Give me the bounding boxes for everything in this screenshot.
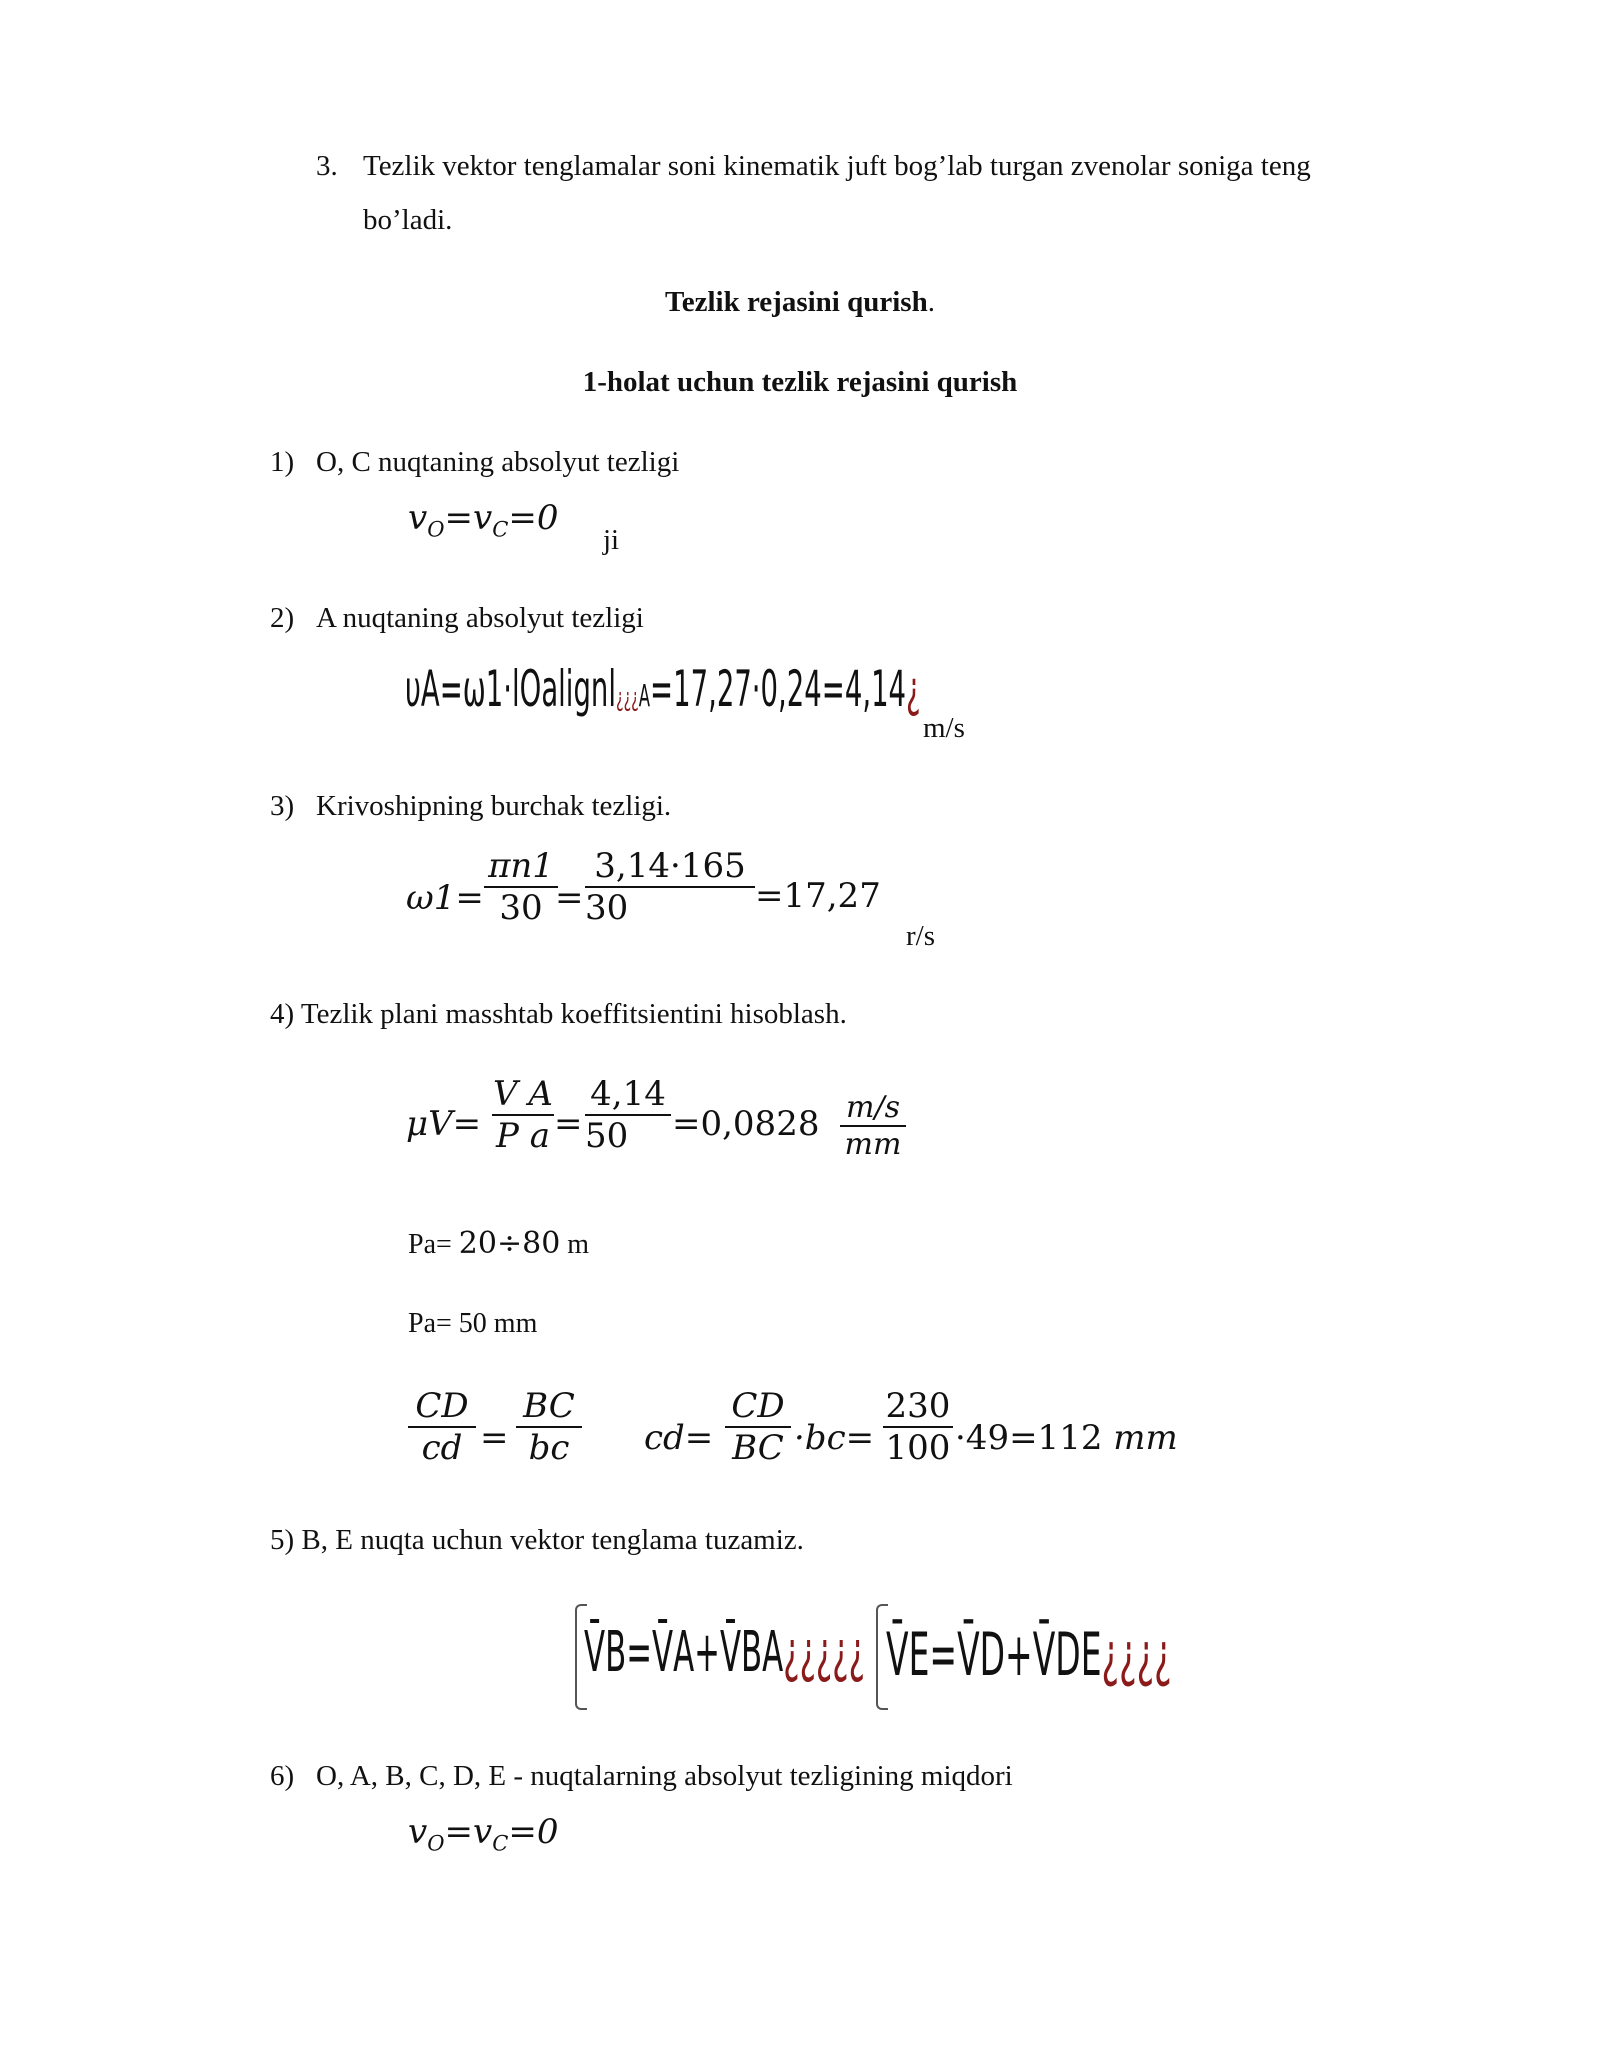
step3-result: =17,27 bbox=[755, 876, 881, 916]
step1-formula: $v_O=v_C=0$ bbox=[408, 498, 559, 542]
step5-text: 5) B, E nuqta uchun vektor tenglama tuzamiz. bbox=[270, 1524, 804, 1556]
pa-range-label: Pa= bbox=[408, 1229, 452, 1260]
step3-text: Krivoshipning burchak tezligi. bbox=[316, 790, 672, 822]
step3-number: 3) bbox=[270, 790, 295, 822]
ratio-frac2-den: bc bbox=[528, 1428, 570, 1468]
step2-formula-a: A bbox=[638, 679, 651, 714]
ratio-frac2 bbox=[516, 1386, 582, 1468]
heading-1-holat: 1-holat uchun tezlik rejasini qurish bbox=[582, 366, 1018, 398]
cd-frac-den: BC bbox=[732, 1428, 784, 1468]
heading-tezlik-rejasi bbox=[0, 284, 1600, 320]
step3-lhs: ω1= bbox=[406, 878, 484, 918]
step3-frac2 bbox=[585, 846, 755, 928]
step5-eq2-main: V̄E=V̄D+V̄DE bbox=[886, 1620, 1102, 1690]
step4-frac2 bbox=[585, 1074, 671, 1156]
cd-frac2 bbox=[883, 1386, 953, 1468]
ratio-frac1-den: cd bbox=[421, 1428, 463, 1468]
cd-mid: ·bc= bbox=[794, 1418, 875, 1458]
step4-lhs: μV= bbox=[406, 1104, 482, 1144]
step6-formula: $v_O=v_C=0$ bbox=[408, 1812, 559, 1856]
step3-frac2-num: 3,14·165 bbox=[594, 846, 746, 886]
step5-eq2-garble: ¿¿¿¿ bbox=[1101, 1620, 1172, 1690]
ratio-frac2-num: BC bbox=[523, 1386, 575, 1426]
cd-result-value: ·49=112 bbox=[955, 1418, 1103, 1458]
step3-unit: r/s bbox=[906, 920, 935, 952]
step4-frac1 bbox=[492, 1074, 554, 1156]
step6-number: 6) bbox=[270, 1760, 295, 1792]
step6-text: O, A, B, C, D, E - nuqtalarning absolyut tezligining miqdori bbox=[316, 1760, 1013, 1792]
cd-lhs: cd= bbox=[644, 1418, 714, 1458]
step3-frac1-num: πn1 bbox=[488, 846, 554, 886]
step4-unit bbox=[840, 1090, 906, 1162]
step4-result: =0,0828 bbox=[672, 1104, 820, 1144]
step2-formula-garble: ¿¿¿ bbox=[615, 683, 639, 713]
step2-text: A nuqtaning absolyut tezligi bbox=[316, 602, 644, 634]
step4-frac1-den: P a bbox=[496, 1116, 550, 1156]
step4-eq: = bbox=[554, 1104, 583, 1144]
step2-formula-text bbox=[405, 660, 921, 718]
step5-eq1-garble: ¿¿¿¿¿ bbox=[783, 1620, 865, 1685]
step5-eq2 bbox=[886, 1620, 1405, 1700]
item3-number: 3. bbox=[316, 150, 338, 182]
pa-value: Pa= 50 mm bbox=[408, 1308, 538, 1339]
pa-range-unit: m bbox=[567, 1229, 590, 1260]
step2-formula-left: υA=ω1·lOalignl bbox=[405, 660, 616, 718]
ratio-eq: = bbox=[480, 1418, 509, 1458]
step3-frac1 bbox=[484, 846, 558, 928]
step2-number: 2) bbox=[270, 602, 295, 634]
pa-range-value: 20÷80 bbox=[458, 1226, 561, 1261]
step4-unit-num: m/s bbox=[846, 1090, 900, 1125]
cd-result bbox=[955, 1418, 1178, 1458]
cd-frac bbox=[725, 1386, 791, 1468]
step3-eq: = bbox=[555, 878, 584, 918]
step2-formula-end: ¿ bbox=[906, 660, 921, 718]
step4-frac1-num: V A bbox=[493, 1074, 553, 1114]
cd-result-unit: mm bbox=[1113, 1418, 1178, 1458]
pa-range bbox=[408, 1226, 589, 1261]
step4-frac2-num: 4,14 bbox=[590, 1074, 666, 1114]
step1-number: 1) bbox=[270, 446, 295, 478]
step2-unit: m/s bbox=[923, 712, 965, 744]
step3-frac2-den: 30 bbox=[585, 888, 629, 928]
cd-frac-num: CD bbox=[731, 1386, 785, 1426]
step5-eq1-text bbox=[584, 1620, 865, 1685]
step5-eq2-text bbox=[886, 1620, 1172, 1690]
heading-tezlik-rejasi-text: Tezlik rejasini qurish bbox=[665, 286, 928, 318]
step3-frac1-den: 30 bbox=[499, 888, 543, 928]
step4-text: 4) Tezlik plani masshtab koeffitsientini hisoblash. bbox=[270, 998, 847, 1030]
step5-eq1-main: V̄B=V̄A+V̄BA bbox=[584, 1620, 784, 1685]
step1-text: O, C nuqtaning absolyut tezligi bbox=[316, 446, 680, 478]
heading-period: . bbox=[927, 286, 935, 318]
cd-frac2-num: 230 bbox=[885, 1386, 951, 1426]
item3-line2: bo’ladi. bbox=[363, 204, 453, 236]
step2-formula-right: =17,27·0,24=4,14 bbox=[650, 660, 907, 718]
cd-frac2-den: 100 bbox=[885, 1428, 951, 1468]
step4-frac2-den: 50 bbox=[585, 1116, 629, 1156]
step2-formula bbox=[405, 660, 1343, 730]
item3-line1: Tezlik vektor tenglamalar soni kinematik juft bog’lab turgan zvenolar soniga teng bbox=[363, 150, 1311, 182]
step1-unit: ji bbox=[603, 524, 620, 556]
ratio-frac1-num: CD bbox=[415, 1386, 469, 1426]
ratio-frac1 bbox=[408, 1386, 476, 1468]
step4-unit-den: mm bbox=[844, 1127, 902, 1162]
